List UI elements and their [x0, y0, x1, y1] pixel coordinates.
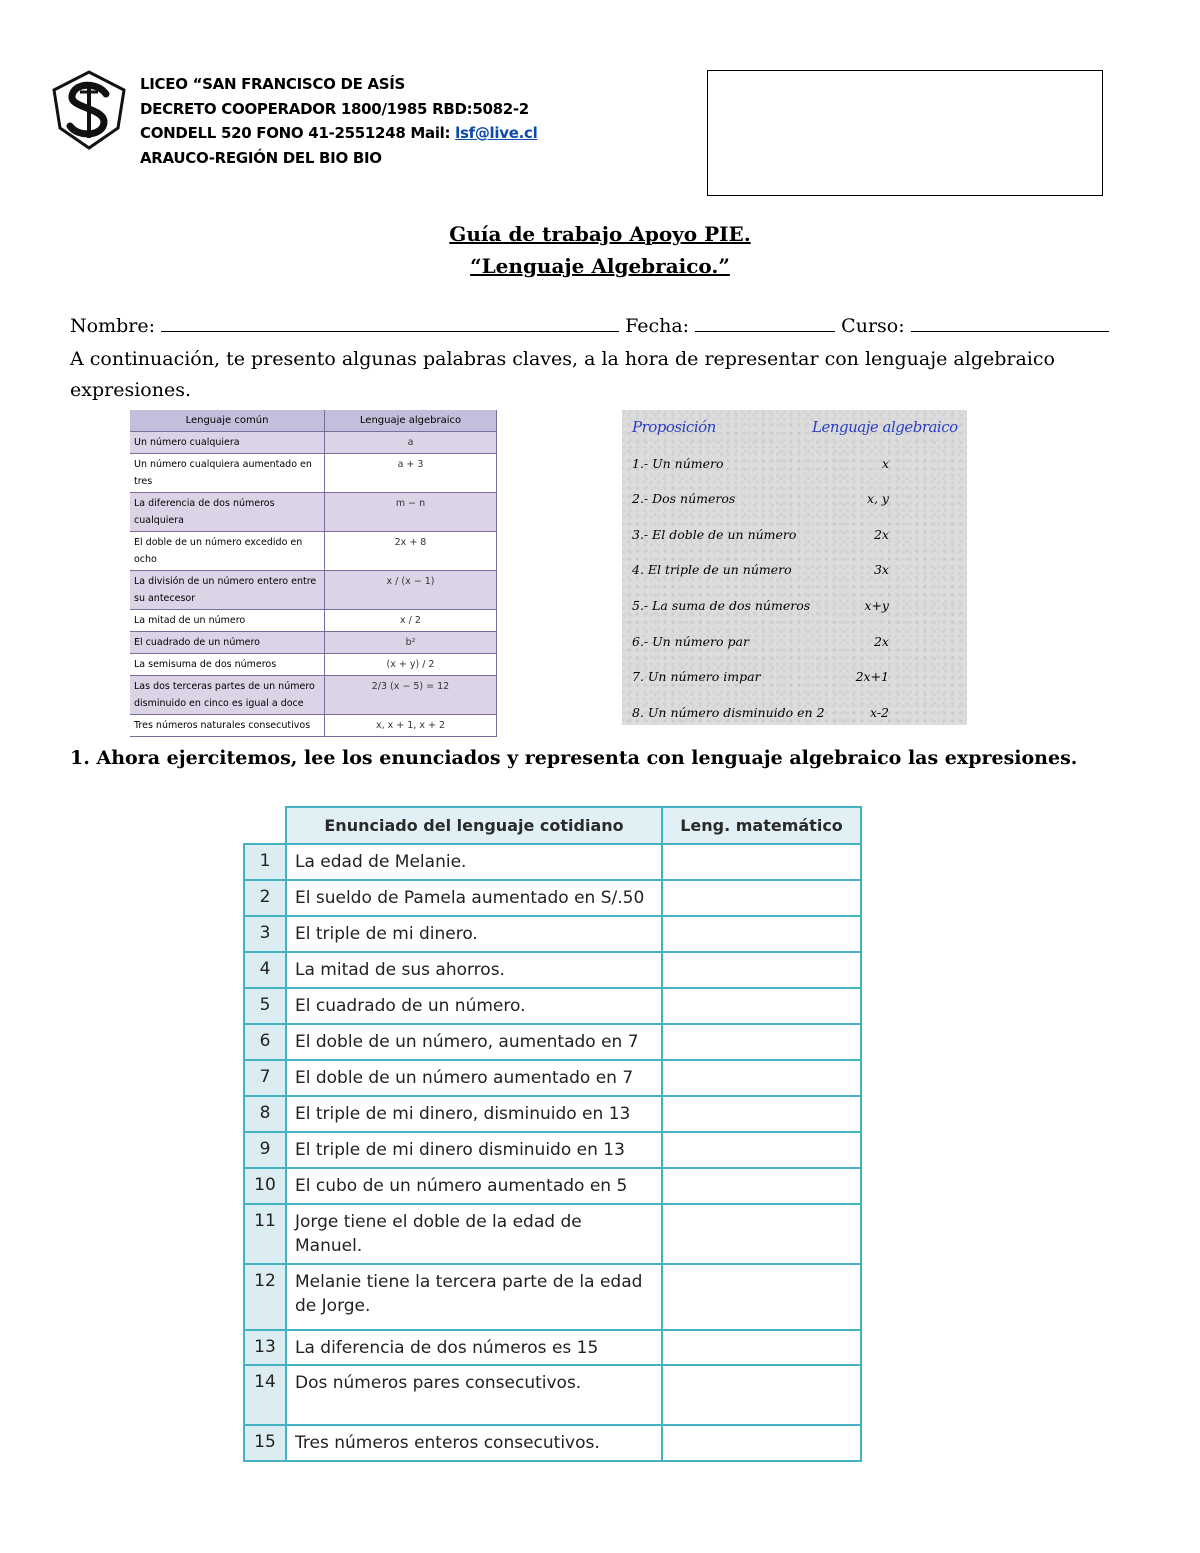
row-alg: 2x + 8 — [325, 532, 497, 571]
school-region: ARAUCO-REGIÓN DEL BIO BIO — [140, 148, 382, 167]
nombre-label: Nombre: — [70, 315, 155, 337]
row-text: Las dos terceras partes de un número disminuido en cinco es igual a doce — [130, 676, 325, 715]
table-row — [244, 988, 861, 1024]
row-text: 1.- Un número — [632, 456, 724, 471]
right-header-proposition: Proposición — [632, 418, 716, 436]
row-statement: Melanie tiene la tercera parte de la edad de Jorge. — [286, 1264, 662, 1330]
row-number: 4 — [244, 952, 286, 988]
row-number: 1 — [244, 844, 286, 880]
row-alg: x / (x − 1) — [325, 571, 497, 610]
row-alg: x, y — [866, 491, 889, 506]
answer-cell[interactable] — [662, 1264, 861, 1330]
school-contact: CONDELL 520 FONO 41-2551248 Mail: lsf@live.cl — [140, 124, 538, 142]
left-keyword-table — [130, 410, 497, 737]
row-text: El doble de un número excedido en ocho — [130, 532, 325, 571]
row-alg: a + 3 — [325, 454, 497, 493]
row-statement: El triple de mi dinero, disminuido en 13 — [286, 1096, 662, 1132]
row-statement: El sueldo de Pamela aumentado en S/.50 — [286, 880, 662, 916]
row-number: 13 — [244, 1330, 286, 1365]
list-item — [632, 598, 957, 618]
table-row — [244, 1168, 861, 1204]
right-proposition-table — [622, 410, 967, 725]
table-row — [244, 1096, 861, 1132]
row-alg: x — [881, 456, 889, 471]
row-text: 7. Un número impar — [632, 669, 761, 684]
left-header-algebraic: Lenguaje algebraico — [325, 410, 497, 432]
row-text: 3.- El doble de un número — [632, 527, 797, 542]
answer-cell[interactable] — [662, 1168, 861, 1204]
row-text: Un número cualquiera aumentado en tres — [130, 454, 325, 493]
row-number: 14 — [244, 1365, 286, 1425]
row-number: 5 — [244, 988, 286, 1024]
answer-cell[interactable] — [662, 1425, 861, 1461]
list-item — [632, 705, 957, 725]
row-number: 12 — [244, 1264, 286, 1330]
row-statement: El doble de un número aumentado en 7 — [286, 1060, 662, 1096]
table-row — [244, 952, 861, 988]
row-statement: Dos números pares consecutivos. — [286, 1365, 662, 1425]
left-header-common: Lenguaje común — [130, 410, 325, 432]
row-statement: El cuadrado de un número. — [286, 988, 662, 1024]
table-row — [244, 1204, 861, 1264]
table-row — [130, 493, 497, 532]
school-info — [140, 72, 537, 170]
fecha-field[interactable] — [695, 313, 835, 332]
row-text: Un número cualquiera — [130, 432, 325, 454]
row-text: 8. Un número disminuido en 2 — [632, 705, 825, 720]
row-text: La división de un número entero entre su antecesor — [130, 571, 325, 610]
row-text: La mitad de un número — [130, 610, 325, 632]
list-item — [632, 669, 957, 689]
row-alg: x / 2 — [325, 610, 497, 632]
table-row — [130, 454, 497, 493]
answer-cell[interactable] — [662, 952, 861, 988]
table-row — [244, 1132, 861, 1168]
exercise-heading: 1. Ahora ejercitemos, lee los enunciados y representa con lenguaje algebraico las expresiones. — [70, 747, 1078, 769]
answer-cell[interactable] — [662, 1330, 861, 1365]
table-row — [244, 1365, 861, 1425]
curso-label: Curso: — [841, 315, 905, 337]
row-number: 7 — [244, 1060, 286, 1096]
row-text: La semisuma de dos números — [130, 654, 325, 676]
header-statement: Enunciado del lenguaje cotidiano — [286, 807, 662, 844]
row-number: 9 — [244, 1132, 286, 1168]
intro-paragraph: A continuación, te presento algunas palabras claves, a la hora de representar con lenguaje algebraico expresiones. — [70, 348, 1055, 401]
row-text: 6.- Un número par — [632, 634, 749, 649]
row-statement: La diferencia de dos números es 15 — [286, 1330, 662, 1365]
row-number: 8 — [244, 1096, 286, 1132]
row-alg: x+y — [864, 598, 889, 613]
table-row — [244, 880, 861, 916]
table-row — [244, 844, 861, 880]
row-number: 15 — [244, 1425, 286, 1461]
school-name: LICEO “SAN FRANCISCO DE ASÍS — [140, 75, 406, 93]
answer-cell[interactable] — [662, 1204, 861, 1264]
nombre-field[interactable] — [161, 313, 619, 332]
answer-cell[interactable] — [662, 988, 861, 1024]
list-item — [632, 456, 957, 476]
list-item — [632, 491, 957, 511]
answer-cell[interactable] — [662, 1060, 861, 1096]
mail-link[interactable]: lsf@live.cl — [455, 124, 538, 142]
row-alg: 2x — [873, 527, 889, 542]
table-row — [130, 715, 497, 737]
answer-cell[interactable] — [662, 916, 861, 952]
row-text: 4. El triple de un número — [632, 562, 792, 577]
row-alg: 3x — [873, 562, 889, 577]
table-row — [244, 1425, 861, 1461]
row-number: 10 — [244, 1168, 286, 1204]
table-row — [130, 610, 497, 632]
table-row — [244, 1330, 861, 1365]
table-row — [244, 1264, 861, 1330]
row-number: 3 — [244, 916, 286, 952]
fecha-label: Fecha: — [625, 315, 690, 337]
corner-cell — [244, 807, 286, 844]
row-statement: El cubo de un número aumentado en 5 — [286, 1168, 662, 1204]
row-text: El cuadrado de un número — [130, 632, 325, 654]
row-statement: Jorge tiene el doble de la edad de Manuel. — [286, 1204, 662, 1264]
row-alg: 2/3 (x − 5) = 12 — [325, 676, 497, 715]
header-math: Leng. matemático — [662, 807, 861, 844]
row-statement: La mitad de sus ahorros. — [286, 952, 662, 988]
exercise-table — [243, 806, 862, 1462]
guide-subtitle: “Lenguaje Algebraico.” — [470, 254, 730, 278]
table-row — [130, 432, 497, 454]
row-alg: a — [325, 432, 497, 454]
row-text: La diferencia de dos números cualquiera — [130, 493, 325, 532]
answer-cell[interactable] — [662, 1132, 861, 1168]
table-row — [244, 1024, 861, 1060]
answer-cell[interactable] — [662, 880, 861, 916]
curso-field[interactable] — [911, 313, 1109, 332]
row-number: 6 — [244, 1024, 286, 1060]
list-item — [632, 562, 957, 582]
row-alg: x-2 — [869, 705, 889, 720]
answer-cell[interactable] — [662, 1024, 861, 1060]
right-header-algebraic: Lenguaje algebraico — [812, 418, 958, 436]
table-row — [130, 654, 497, 676]
answer-cell[interactable] — [662, 1096, 861, 1132]
row-alg: b² — [325, 632, 497, 654]
row-alg: 2x+1 — [855, 669, 889, 684]
form-line — [70, 313, 1109, 337]
row-alg: x, x + 1, x + 2 — [325, 715, 497, 737]
row-statement: El triple de mi dinero. — [286, 916, 662, 952]
row-text: 5.- La suma de dos números — [632, 598, 811, 613]
table-row — [130, 532, 497, 571]
guide-title: Guía de trabajo Apoyo PIE. — [449, 222, 751, 246]
table-row — [130, 632, 497, 654]
row-alg: (x + y) / 2 — [325, 654, 497, 676]
row-statement: La edad de Melanie. — [286, 844, 662, 880]
row-text: Tres números naturales consecutivos — [130, 715, 325, 737]
row-number: 2 — [244, 880, 286, 916]
row-alg: m − n — [325, 493, 497, 532]
answer-cell[interactable] — [662, 1365, 861, 1425]
list-item — [632, 527, 957, 547]
school-logo — [48, 68, 130, 152]
row-statement: El triple de mi dinero disminuido en 13 — [286, 1132, 662, 1168]
list-item — [632, 634, 957, 654]
table-row — [130, 571, 497, 610]
row-statement: Tres números enteros consecutivos. — [286, 1425, 662, 1461]
stamp-box — [707, 70, 1103, 196]
school-decree: DECRETO COOPERADOR 1800/1985 RBD:5082-2 — [140, 99, 529, 118]
answer-cell[interactable] — [662, 844, 861, 880]
table-row — [130, 676, 497, 715]
row-text: 2.- Dos números — [632, 491, 736, 506]
table-row — [244, 916, 861, 952]
table-row — [244, 1060, 861, 1096]
row-statement: El doble de un número, aumentado en 7 — [286, 1024, 662, 1060]
row-alg: 2x — [873, 634, 889, 649]
row-number: 11 — [244, 1204, 286, 1264]
